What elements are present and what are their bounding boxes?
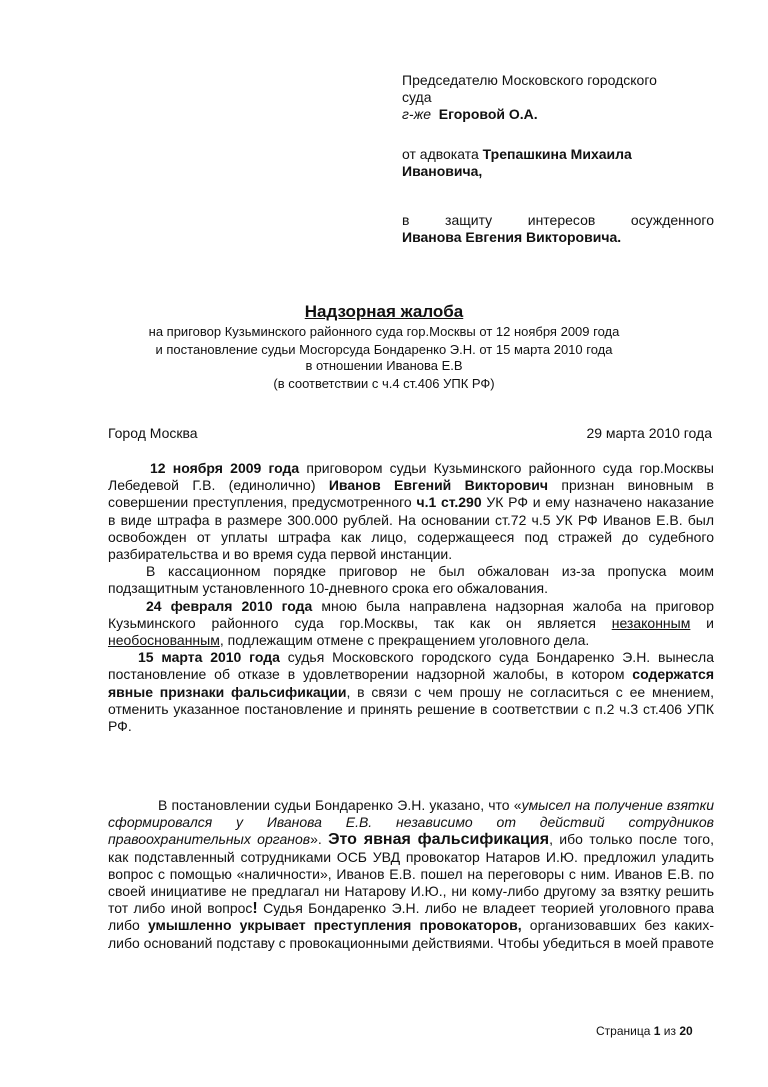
addressee-line2: суда (402, 89, 432, 105)
page-label: Страница (596, 1024, 651, 1038)
addressee-block (402, 72, 714, 123)
place: Город Москва (108, 425, 198, 441)
place-date-row (108, 425, 712, 441)
page-number: 1 (653, 1024, 661, 1038)
paragraph-5: В постановлении судьи Бондаренко Э.Н. указано, что «умысел на получение взятки сформировался у Иванова Е.В. независимо от действий сотрудников правоохранительных органов». Это явная фальсификация, ибо только после того, как подставленный сотрудниками ОСБ УВД провокатор Натаров И.Ю. предложил уладить вопрос с помощью «наличности», Иванов Е.В. пошел на переговоры с ним. Иванов Е.В. по своей инициативе не предлагал ни Натарову И.Ю., ни кому-либо другому за взятку решить тот либо иной вопрос! Судья Бондаренко Э.Н. либо не владеет теорией уголовного права либо умышленно укрывает преступления провокаторов, организовавших без каких-либо оснований подставу с провокационными действиями. Чтобы убедиться в моей правоте (108, 797, 714, 951)
date: 29 марта 2010 года (586, 425, 712, 441)
paragraph-4: 15 марта 2010 года судья Московского городского суда Бондаренко Э.Н. вынесла постановление об отказе в удовлетворении надзорной жалобы, в котором содержатся явные признаки фальсификации, в связи с чем прошу не согласиться с ее мнением, отменить указанное постановление и принять решение в соответствии с п.2 ч.3 ст.406 УПК РФ. (108, 649, 714, 735)
from-name-1: Трепашкина Михаила (482, 146, 632, 162)
addressee-prefix: г-же (402, 106, 431, 122)
page-footer (596, 1024, 716, 1038)
page-of: из (663, 1024, 676, 1038)
subtitle-line4: (в соответствии с ч.4 ст.406 УПК РФ) (273, 376, 495, 391)
addressee-line3 (402, 106, 714, 123)
defense-name: Иванова Евгения Викторовича. (402, 229, 622, 245)
subtitle-line1: на приговор Кузьминского районного суда гор.Москвы от 12 ноября 2009 года (148, 324, 620, 339)
body-text-2 (108, 797, 714, 952)
from-prefix: от адвоката (402, 146, 479, 162)
defense-line: в защиту интересов осужденного (402, 212, 714, 228)
document-title: Надзорная жалоба (304, 302, 464, 321)
paragraph-2: В кассационном порядке приговор не был обжалован из-за пропуска моим подзащитным установленного 10-дневного срока его обжалования. (108, 563, 714, 597)
subtitle-line2: и постановление судьи Мосгорсуда Бондаренко Э.Н. от 15 марта 2010 года (155, 342, 613, 357)
paragraph-1: 12 ноября 2009 года приговором судьи Кузьминского районного суда гор.Москвы Лебедевой Г.В. (единолично) Иванов Евгений Викторович признан виновным в совершении преступления, предусмотренного ч.1 ст.290 УК РФ и ему назначено наказание в виде штрафа в размере 300.000 рублей. На основании ст.72 ч.5 УК РФ Иванов Е.В. был освобожден от уплаты штрафа как лицо, содержащееся под стражей до судебного разбирательства и во время суда первой инстанции. (108, 460, 714, 563)
addressee-name: Егоровой О.А. (438, 106, 538, 122)
defense-block (402, 212, 714, 246)
addressee-line1: Председателю Московского городского (402, 72, 657, 88)
page-total: 20 (679, 1024, 693, 1038)
body-text (108, 460, 714, 735)
subtitle-line3: в отношении Иванова Е.В (305, 358, 463, 373)
from-block (402, 146, 714, 180)
from-name-2: Ивановича, (402, 163, 483, 179)
paragraph-3: 24 февраля 2010 года мною была направлена надзорная жалоба на приговор Кузьминского районного суда гор.Москвы, так как он является незаконным и необоснованным, подлежащим отмене с прекращением уголовного дела. (108, 597, 714, 649)
